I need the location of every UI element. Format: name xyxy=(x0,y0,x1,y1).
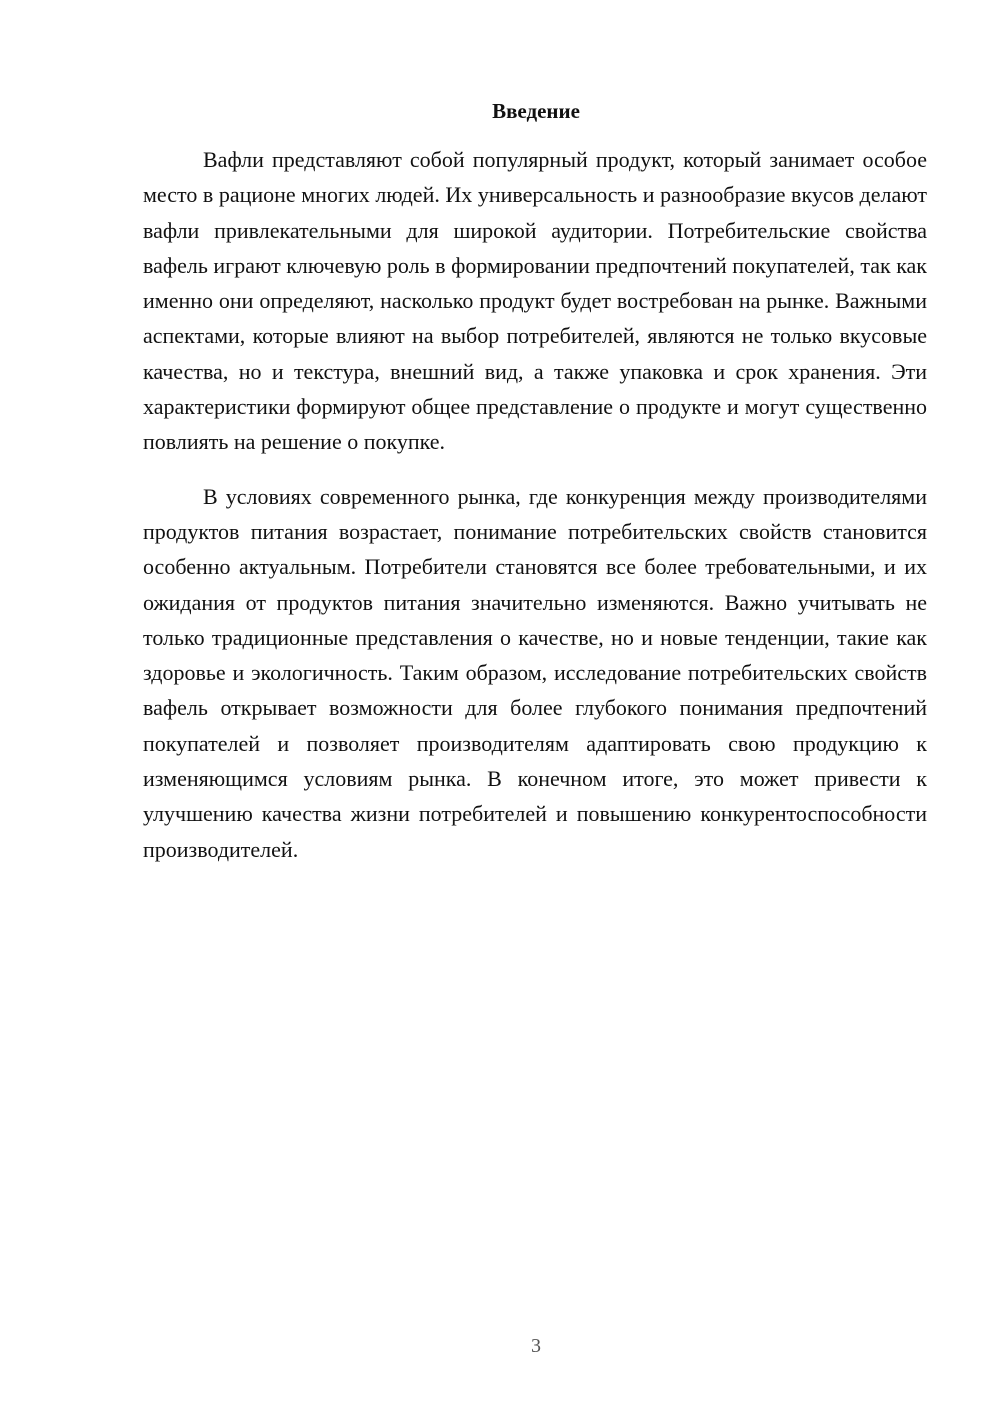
paragraph-market: В условиях современного рынка, где конкуренция между производителями продуктов питания возрастает, понимание потребительских свойств становится особенно актуальным. Потребители становятся все более требовательными, и их ожидания от продуктов питания значительно изменяются. Важно учитывать не только традиционные представления о качестве, но и новые тенденции, такие как здоровье и экологичность. Таким образом, исследование потребительских свойств вафель открывает возможности для более глубокого понимания предпочтений покупателей и позволяет производителям адаптировать свою продукцию к изменяющимся условиям рынка. В конечном итоге, это может привести к улучшению качества жизни потребителей и повышению конкурентоспособности производителей. xyxy=(143,483,927,862)
paragraph-intro: Вафли представляют собой популярный продукт, который занимает особое место в рационе многих людей. Их универсальность и разнообразие вкусов делают вафли привлекательными для широкой аудитории. Потребительские свойства вафель играют ключевую роль в формировании предпочтений покупателей, так как именно они определяют, насколько продукт будет востребован на рынке. Важными аспектами, которые влияют на выбор потребителей, являются не только вкусовые качества, но и текстура, внешний вид, а также упаковка и срок хранения. Эти характеристики формируют общее представление о продукте и могут существенно повлиять на решение о покупке. xyxy=(143,147,927,455)
body-text xyxy=(143,142,927,867)
page-number: 3 xyxy=(531,1335,541,1357)
section-title: Введение xyxy=(492,99,580,123)
